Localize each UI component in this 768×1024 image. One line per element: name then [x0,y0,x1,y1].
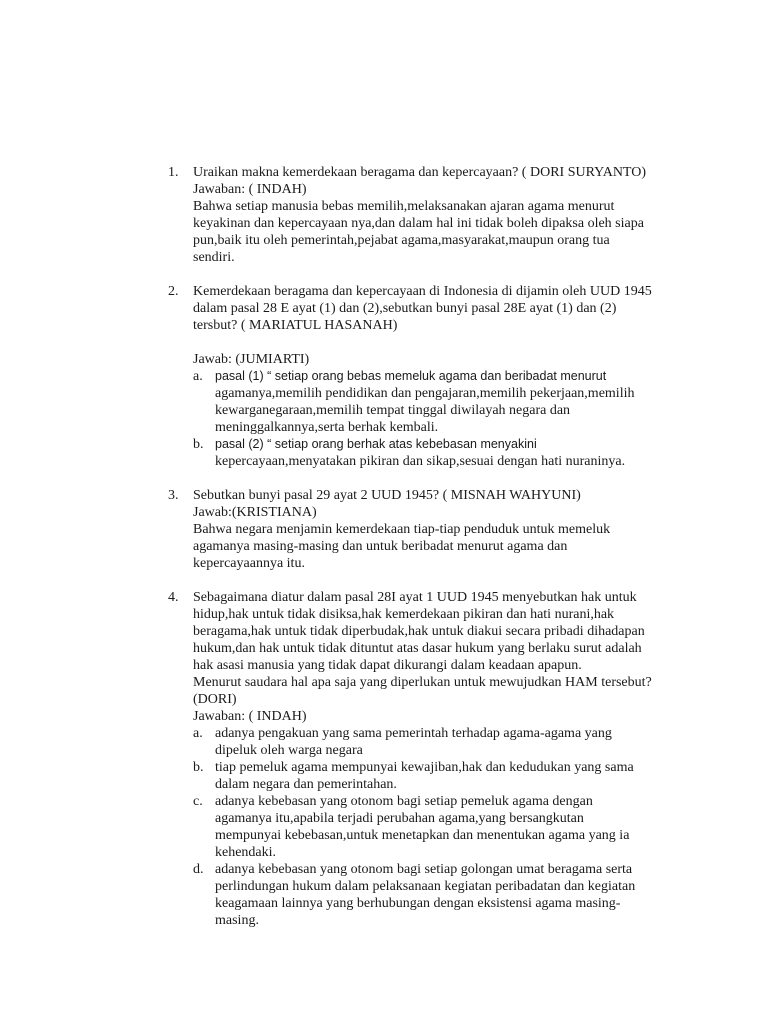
item-text-line: dipeluk oleh warga negara [215,743,363,758]
question-number: 3. [168,488,179,503]
answer-item-a [193,725,668,759]
item-text-line: agamanya,memilih pendidikan dan pengajaran,memilih pekerjaan,memilih [215,386,635,401]
item-label: b. [193,437,204,452]
answer-item-a [193,368,668,436]
question-text-line: beragama,hak untuk tidak diperbudak,hak untuk diakui secara pribadi dihadapan [193,624,645,639]
item-text-line: adanya kebebasan yang otonom bagi setiap golongan umat beragama serta [215,862,633,877]
question-1 [168,164,668,266]
item-text-line: perlindungan hukum dalam pelaksanaan kegiatan peribadatan dan kegiatan [215,879,636,894]
item-text-line: kepercayaan,menyatakan pikiran dan sikap,sesuai dengan hati nuraninya. [215,454,626,469]
item-label: c. [193,794,203,809]
item-text-line: kehendaki. [215,845,277,860]
answer-text-line: pun,baik itu oleh pemerintah,pejabat agama,masyarakat,maupun orang tua [193,233,610,248]
item-text-line: kewarganegaraan,memilih tempat tinggal diwilayah negara dan [215,403,571,418]
item-lead-line: pasal (1) “ setiap orang bebas memeluk agama dan beribadat menurut [215,369,607,383]
paragraph-spacer [193,334,668,351]
question-text-line: tersbut? ( MARIATUL HASANAH) [193,318,398,333]
item-label: d. [193,862,204,877]
question-text-line: Kemerdekaan beragama dan kepercayaan di Indonesia di dijamin oleh UUD 1945 [193,284,652,299]
answer-label: Jawab:(KRISTIANA) [193,505,317,520]
item-text-line: dalam negara dan pemerintahan. [215,777,397,792]
question-text-line: hak asasi manusia yang tidak dapat dikurangi dalam keadaan apapun. [193,658,582,673]
item-text-line: adanya pengakuan yang sama pemerintah terhadap agama-agama yang [215,726,612,741]
answer-text-line: sendiri. [193,250,235,265]
item-text-line: agamanya itu,apabila terjadi perubahan agama,yang bersangkutan [215,811,584,826]
question-number: 4. [168,590,179,605]
question-text-line: Uraikan makna kemerdekaan beragama dan kepercayaan? ( DORI SURYANTO) [193,165,647,180]
answer-label: Jawab: (JUMIARTI) [193,352,310,367]
question-text-line: Sebutkan bunyi pasal 29 ayat 2 UUD 1945? ( MISNAH WAHYUNI) [193,488,581,503]
question-text-line: (DORI) [193,692,237,707]
answer-item-b [193,436,668,470]
answer-text-line: keyakinan dan kepercayaan nya,dan dalam hal ini tidak boleh dipaksa oleh siapa [193,216,644,231]
question-3 [168,487,668,572]
answer-text-line: kepercayaannya itu. [193,556,305,571]
item-lead-line: pasal (2) “ setiap orang berhak atas kebebasan menyakini [215,437,537,451]
question-text-line: dalam pasal 28 E ayat (1) dan (2),sebutkan bunyi pasal 28E ayat (1) dan (2) [193,301,617,316]
item-text-line: mempunyai kebebasan,untuk menetapkan dan menentukan agama yang ia [215,828,630,843]
question-number: 1. [168,165,179,180]
item-text-line: adanya kebebasan yang otonom bagi setiap pemeluk agama dengan [215,794,593,809]
question-2 [168,283,668,470]
item-label: a. [193,369,203,384]
question-text-line: Menurut saudara hal apa saja yang diperlukan untuk mewujudkan HAM tersebut? [193,675,652,690]
answer-item-d [193,861,668,929]
question-text-line: Sebagaimana diatur dalam pasal 28I ayat 1 UUD 1945 menyebutkan hak untuk [193,590,637,605]
item-text-line: meninggalkannya,serta berhak kembali. [215,420,439,435]
question-number: 2. [168,284,179,299]
question-4 [168,589,668,929]
question-list [168,164,668,946]
answer-label: Jawaban: ( INDAH) [193,182,307,197]
answer-item-c [193,793,668,861]
item-text-line: keagamaan lainnya yang berhubungan dengan eksistensi agama masing- [215,896,621,911]
answer-text-line: Bahwa setiap manusia bebas memilih,melaksanakan ajaran agama menurut [193,199,615,214]
item-text-line: masing. [215,913,259,928]
question-text-line: hidup,hak untuk tidak disiksa,hak kemerdekaan pikiran dan hati nurani,hak [193,607,615,622]
item-label: a. [193,726,203,741]
answer-item-b [193,759,668,793]
item-text-line: tiap pemeluk agama mempunyai kewajiban,hak dan kedudukan yang sama [215,760,634,775]
answer-text-line: agamanya masing-masing dan untuk beribadat menurut agama dan [193,539,568,554]
answer-label: Jawaban: ( INDAH) [193,709,307,724]
answer-text-line: Bahwa negara menjamin kemerdekaan tiap-tiap penduduk untuk memeluk [193,522,611,537]
question-text-line: hukum,dan hak untuk tidak dituntut atas dasar hukum yang berlaku surut adalah [193,641,642,656]
item-label: b. [193,760,204,775]
